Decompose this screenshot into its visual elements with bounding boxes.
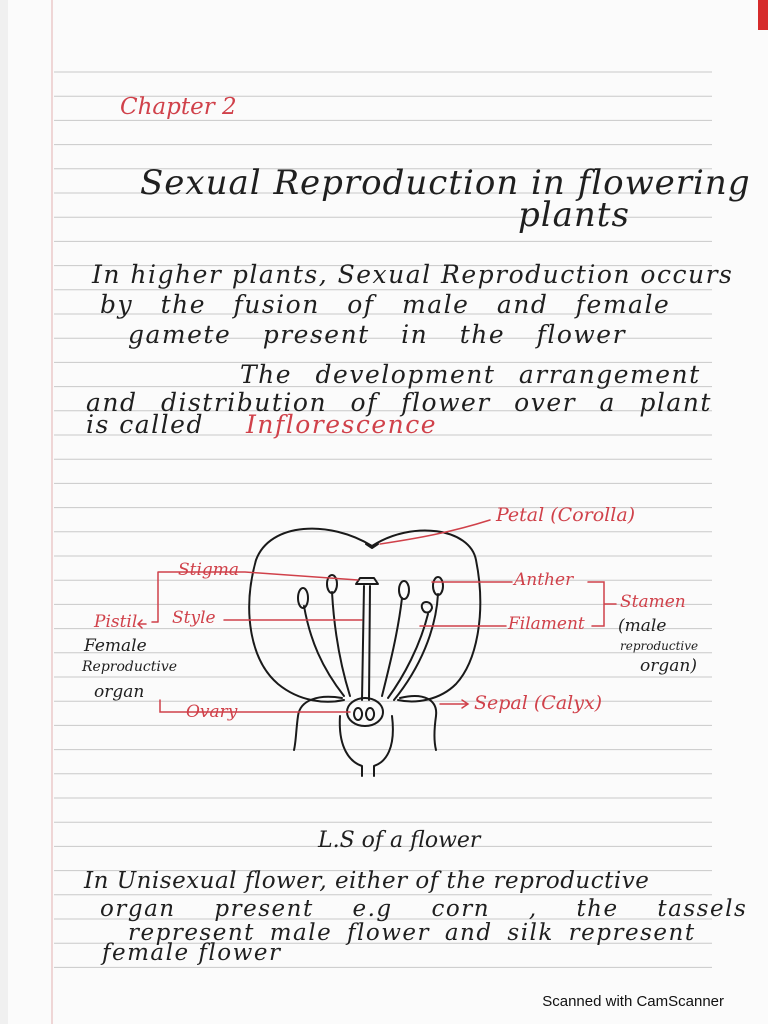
unisexual-line-2: organ present e.g corn , the tassels bbox=[100, 896, 748, 922]
inflorescence-line-2: and distribution of flower over a plant bbox=[86, 388, 712, 417]
pistil-arrow bbox=[138, 620, 146, 628]
petal-outline bbox=[249, 529, 480, 702]
stigma-head bbox=[356, 578, 378, 584]
inflorescence-line-1: The development arrangement bbox=[240, 360, 701, 389]
chapter-heading: Chapter 2 bbox=[120, 94, 237, 120]
label-male-line1: (male bbox=[618, 616, 667, 636]
page-title-line1: Sexual Reproduction in flowering bbox=[140, 163, 751, 203]
label-female-line1: Female bbox=[84, 636, 147, 656]
inflorescence-line-3-prefix: is called bbox=[86, 410, 204, 439]
anther-1 bbox=[298, 588, 308, 608]
label-stamen: Stamen bbox=[620, 592, 686, 612]
diagram-caption: L.S of a flower bbox=[318, 828, 481, 853]
unisexual-line-4: female flower bbox=[102, 940, 282, 966]
label-male-line3: organ) bbox=[640, 656, 697, 676]
label-ovary: Ovary bbox=[186, 702, 238, 722]
label-stigma: Stigma bbox=[178, 560, 240, 580]
sepal-right bbox=[400, 696, 436, 750]
label-sepal: Sepal (Calyx) bbox=[474, 692, 603, 714]
label-anther: Anther bbox=[514, 570, 574, 590]
label-pistil: Pistil bbox=[94, 612, 138, 632]
page-title-line2: plants bbox=[518, 195, 630, 235]
unisexual-line-3: represent male flower and silk represent bbox=[128, 920, 696, 946]
stamen-bracket bbox=[588, 582, 616, 626]
sepal-leader bbox=[440, 700, 468, 708]
scanner-watermark: Scanned with CamScanner bbox=[542, 993, 724, 1010]
inflorescence-term: Inflorescence bbox=[246, 410, 438, 439]
ovary-chamber bbox=[347, 698, 383, 726]
label-style: Style bbox=[172, 608, 216, 628]
anther-4 bbox=[422, 602, 432, 613]
label-petal: Petal (Corolla) bbox=[496, 504, 636, 526]
intro-line-1: In higher plants, Sexual Reproduction occurs bbox=[92, 260, 734, 289]
ovule-left bbox=[354, 708, 362, 720]
ovule-right bbox=[366, 708, 374, 720]
label-filament: Filament bbox=[508, 614, 585, 634]
label-male-line2: reproductive bbox=[620, 639, 699, 653]
intro-line-3: gamete present in the flower bbox=[128, 320, 627, 349]
unisexual-line-1: In Unisexual flower, either of the reproductive bbox=[84, 868, 650, 894]
anther-5 bbox=[433, 577, 443, 595]
stamen-2 bbox=[332, 592, 350, 696]
label-female-line2: Reproductive bbox=[82, 659, 178, 675]
intro-line-2: by the fusion of male and female bbox=[100, 290, 671, 319]
anther-3 bbox=[399, 581, 409, 599]
sepal-left bbox=[294, 697, 342, 750]
pistil-style bbox=[362, 586, 370, 700]
label-female-line3: organ bbox=[94, 682, 145, 702]
